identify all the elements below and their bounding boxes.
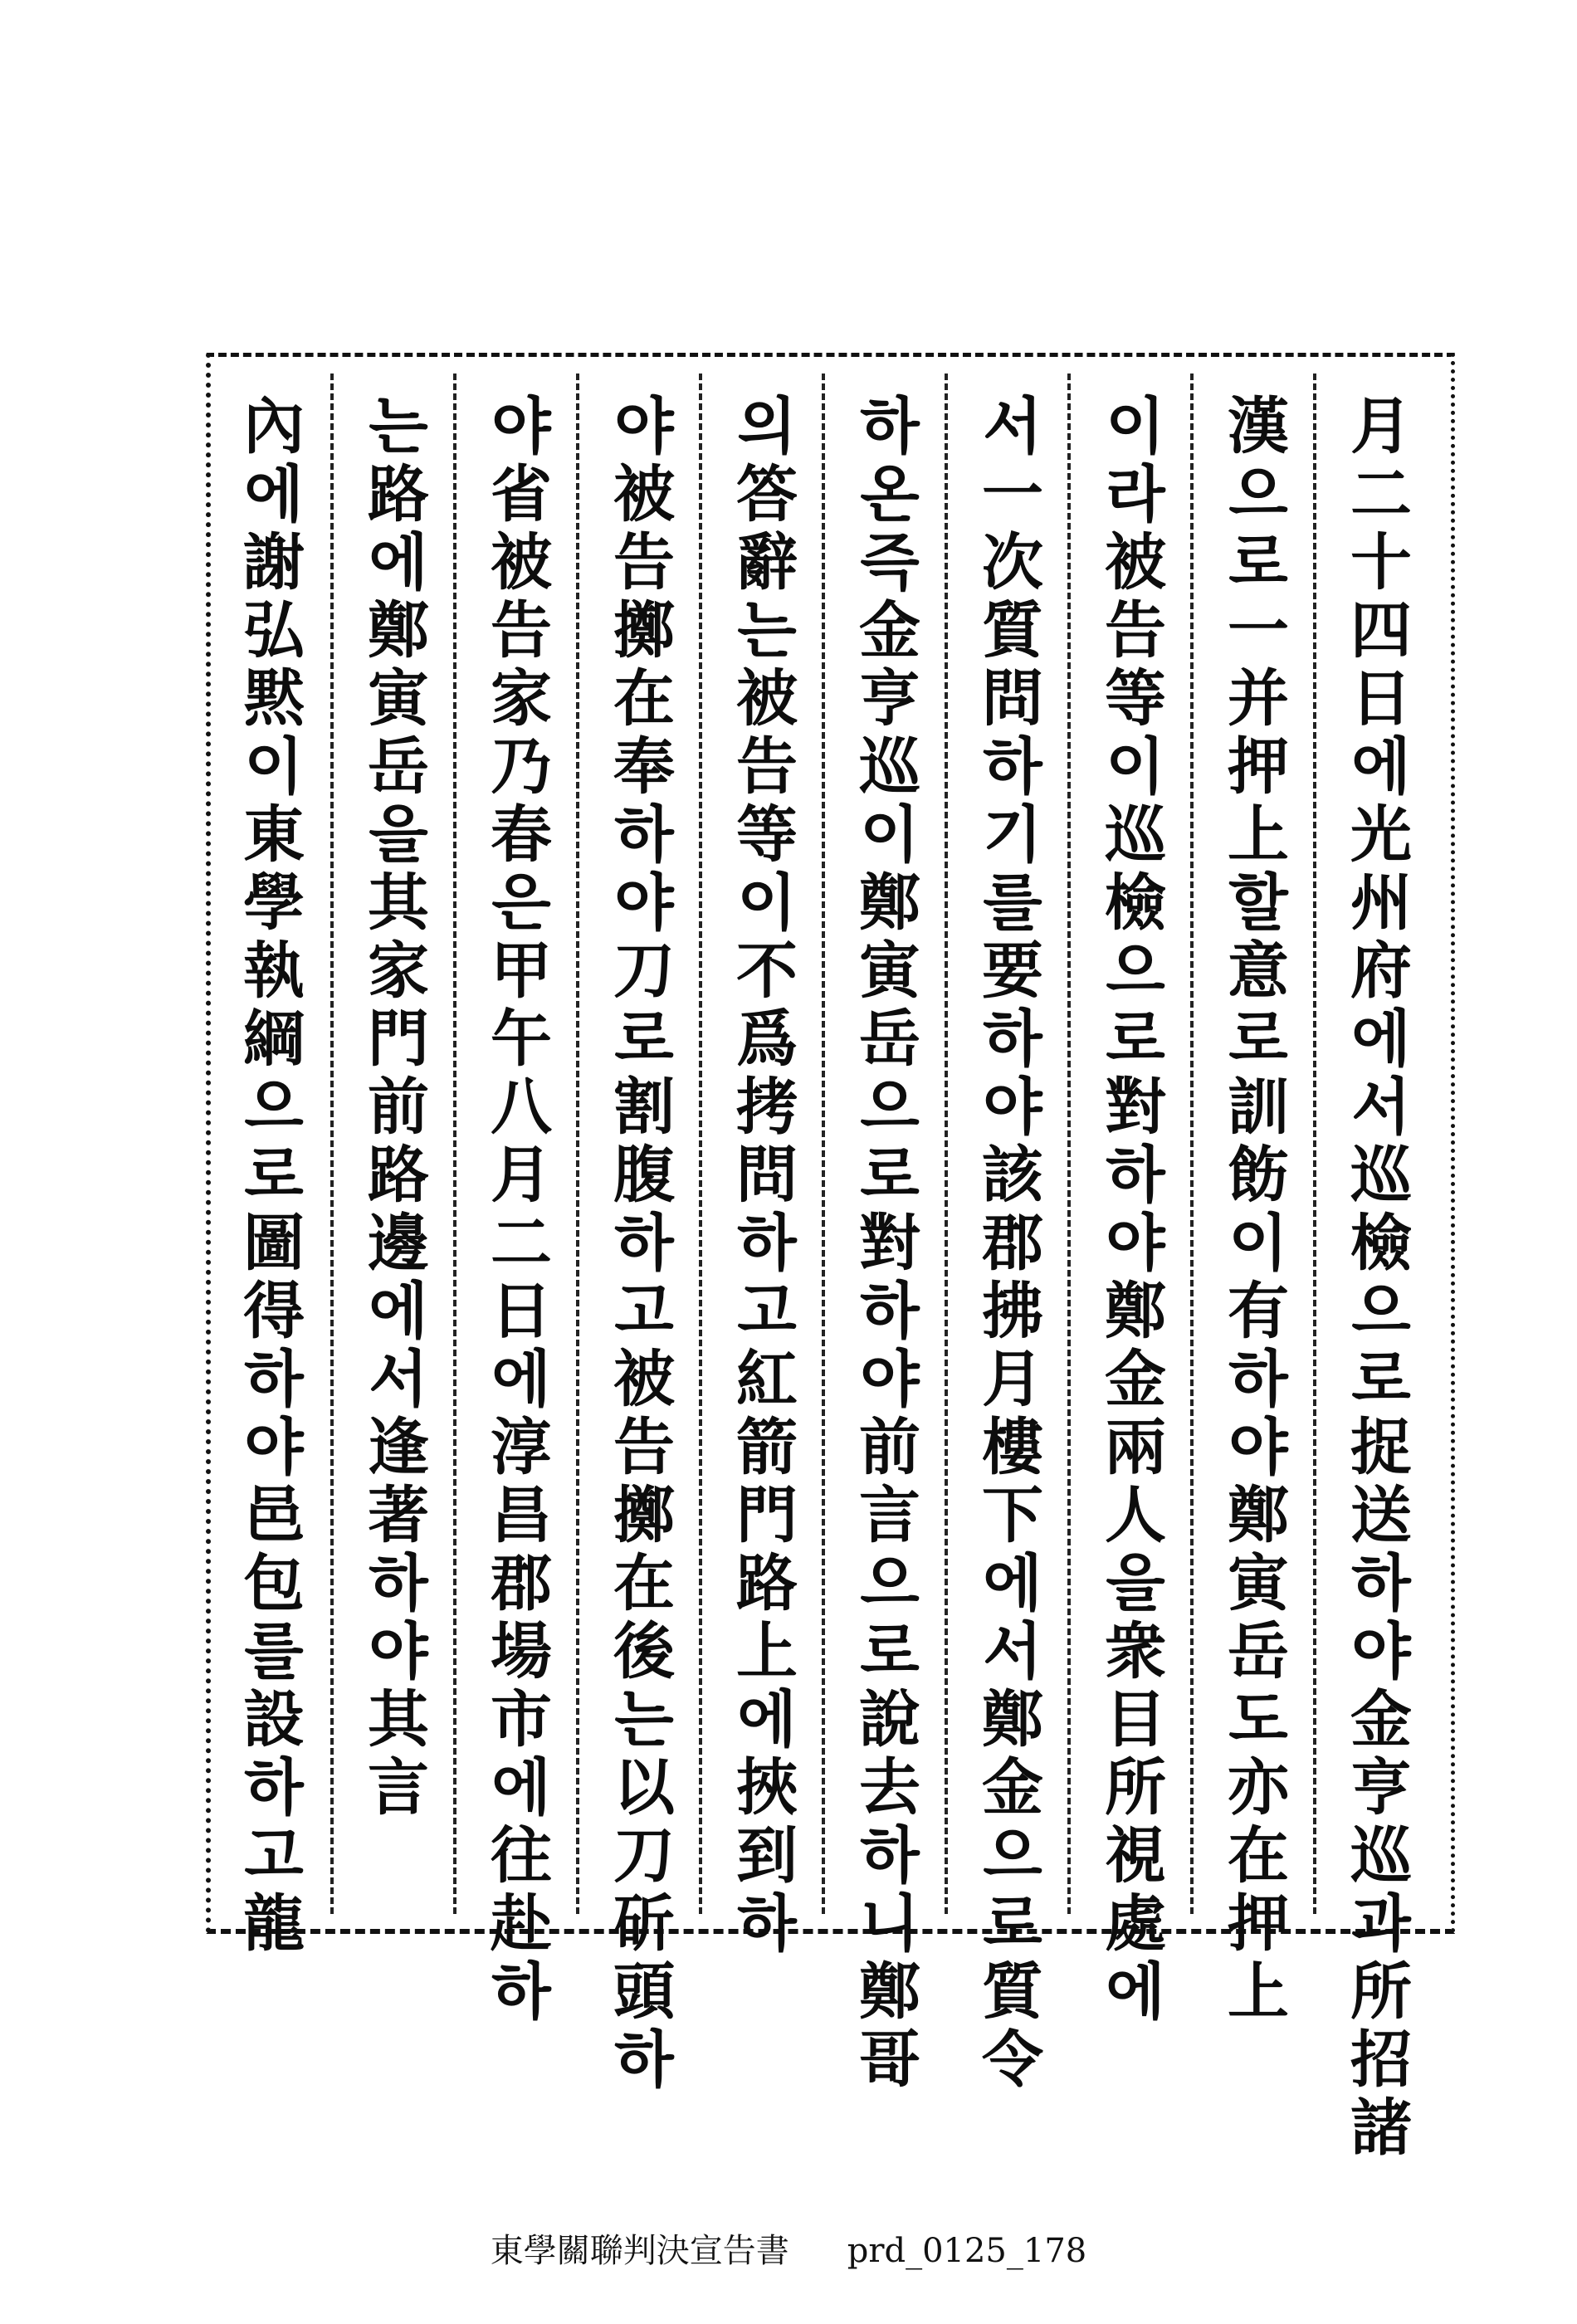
- manuscript-line: 서一次質問하기를要하야該郡拂月樓下에서鄭金으로質令: [972, 393, 1043, 2095]
- manuscript-column: [1313, 374, 1436, 2163]
- manuscript-column: [945, 374, 1067, 2095]
- manuscript-columns: [211, 357, 1451, 2163]
- manuscript-line: 이라被告等이巡檢으로對하야鄭金兩人을衆目所視處에: [1095, 393, 1166, 2027]
- manuscript-column: [822, 374, 945, 2095]
- manuscript-column: [208, 374, 330, 1959]
- page-footer: [0, 2224, 1577, 2272]
- scanned-manuscript: [206, 353, 1455, 2163]
- manuscript-column: [699, 374, 822, 1959]
- manuscript-line: 는路에鄭寅岳을其家門前路邊에서逢著하야其言: [358, 393, 429, 1823]
- manuscript-line: 야被告擲在奉하야刀로割腹하고被告擲在後는以刀斫頭하: [603, 393, 675, 2095]
- manuscript-line: 內에謝弘黙이東學執綱으로圖得하야邑包를設하고龍: [233, 393, 305, 1959]
- manuscript-column: [1067, 374, 1190, 2027]
- manuscript-line: 漢으로一并押上할意로訓飭이有하야鄭寅岳도亦在押上: [1218, 393, 1289, 2027]
- footer-title: 東學關聯判決宣告書: [490, 2232, 789, 2270]
- manuscript-line: 의答辭는被告等이不爲拷問하고紅箭門路上에挾到하: [726, 393, 798, 1959]
- footer-page-id: prd_0125_178: [847, 2232, 1087, 2270]
- manuscript-column: [453, 374, 576, 2027]
- manuscript-column: [576, 374, 699, 2095]
- manuscript-line: 야省被告家乃春은甲午八月二日에淳昌郡場市에往赴하: [481, 393, 552, 2027]
- manuscript-column: [330, 374, 453, 1914]
- manuscript-column: [1190, 374, 1313, 2027]
- manuscript-line: 月二十四日에光州府에서巡檢으로捉送하야金亨巡과所招諸: [1340, 393, 1412, 2163]
- manuscript-line: 하온즉金亨巡이鄭寅岳으로對하야前言으로說去하니鄭哥: [849, 393, 920, 2095]
